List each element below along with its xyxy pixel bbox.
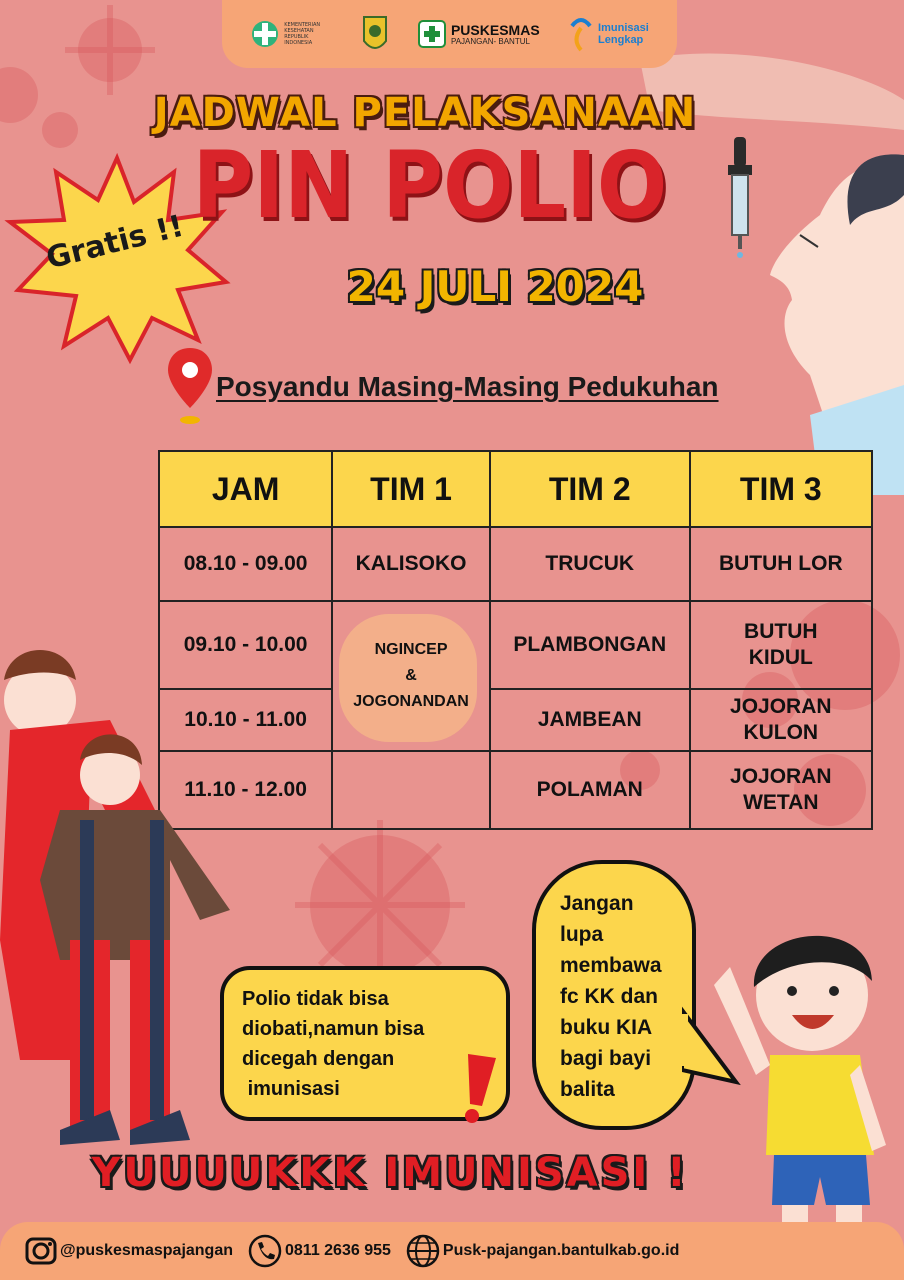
cell-tim3-line1: JOJORAN: [730, 765, 832, 788]
reminder-line: fc KK dan: [560, 985, 659, 1008]
phone-contact[interactable]: [247, 1233, 391, 1269]
puskesmas-title: PUSKESMAS: [450, 21, 540, 38]
reminder-line: lupa: [560, 923, 604, 946]
cell-tim1: [332, 751, 490, 829]
header-tim3: TIM 3: [690, 451, 872, 527]
logo-bar: [222, 0, 677, 68]
reminder-line: buku KIA: [560, 1016, 653, 1039]
reminder-line: membawa: [560, 954, 662, 977]
cell-tim3: [690, 689, 872, 751]
title-line1: JADWAL PELAKSANAAN: [153, 90, 697, 136]
merged-tim1-line1: NGINCEP: [374, 641, 448, 658]
exclamation-icon: [452, 1050, 502, 1126]
parent-and-polio-child-illustration: [0, 640, 250, 1170]
table-header-row: [159, 451, 872, 527]
instagram-contact[interactable]: [24, 1234, 233, 1268]
phone-number: 0811 2636 955: [285, 1242, 391, 1259]
kemenkes-text: KEMENTERIAN KESEHATAN REPUBLIK INDONESIA: [284, 22, 321, 46]
gratis-badge: Gratis !!: [42, 208, 188, 277]
table-row: [159, 689, 872, 751]
table-row: [159, 751, 872, 829]
table-row: [159, 527, 872, 601]
website-url: Pusk-pajangan.bantulkab.go.id: [442, 1242, 680, 1259]
polio-info-line1: Polio tidak bisa: [242, 988, 389, 1010]
merged-tim1-line3: JOGONANDAN: [353, 693, 469, 710]
cell-tim2: TRUCUK: [490, 527, 690, 601]
reminder-bubble: [532, 860, 696, 1130]
reminder-text: [560, 888, 690, 1105]
cell-tim3-line1: BUTUH: [744, 620, 818, 643]
bantul-regency-seal: [361, 13, 389, 55]
cell-tim3: [690, 751, 872, 829]
seal-icon: [361, 13, 389, 55]
reminder-line: Jangan: [560, 892, 634, 915]
globe-icon: [405, 1233, 441, 1269]
cell-tim3-line2: KIDUL: [748, 646, 813, 669]
instagram-handle: @puskesmaspajangan: [60, 1242, 233, 1259]
cell-time: 10.10 - 11.00: [159, 689, 332, 751]
kemenkes-icon: [250, 17, 280, 51]
polio-info-line2: diobati,namun bisa: [242, 1018, 425, 1040]
phone-icon: [247, 1233, 283, 1269]
puskesmas-logo: [417, 19, 540, 49]
puskesmas-icon: [417, 19, 447, 49]
website-contact[interactable]: [405, 1233, 679, 1269]
cell-tim3: [690, 601, 872, 689]
header-tim1: TIM 1: [332, 451, 490, 527]
child-receiving-drops-illustration: [700, 135, 904, 495]
location-pin-icon: [166, 344, 214, 428]
imunisasi-line2: Lengkap: [598, 34, 644, 46]
kemenkes-logo: [250, 17, 332, 51]
cell-tim1: KALISOKO: [332, 527, 490, 601]
location-text: Posyandu Masing-Masing Pedukuhan: [216, 371, 719, 402]
imunisasi-line1: Imunisasi: [598, 22, 649, 34]
cell-tim3: BUTUH LOR: [690, 527, 872, 601]
title-line2: PIN POLIO: [192, 132, 668, 239]
puskesmas-subtitle: PAJANGAN- BANTUL: [450, 36, 530, 46]
polio-info-line4: imunisasi: [247, 1078, 340, 1100]
schedule-table: [158, 450, 873, 830]
reminder-line: bagi bayi: [560, 1047, 652, 1070]
cell-tim2: JAMBEAN: [490, 689, 690, 751]
reminder-line: balita: [560, 1078, 615, 1101]
cell-time: 09.10 - 10.00: [159, 601, 332, 689]
header-tim2: TIM 2: [490, 451, 690, 527]
merged-tim1-line2: &: [405, 667, 417, 684]
polio-info-line3: dicegah dengan: [242, 1048, 395, 1070]
event-date: 24 JULI 2024: [346, 262, 644, 311]
cell-tim3-line1: JOJORAN: [730, 695, 832, 718]
footer-bar: [0, 1222, 904, 1280]
cell-tim3-line2: WETAN: [743, 791, 819, 814]
call-to-action: YUUUUKKK IMUNISASI !: [91, 1150, 689, 1196]
cell-time: 11.10 - 12.00: [159, 751, 332, 829]
imunisasi-icon: [568, 14, 594, 54]
header-jam: JAM: [159, 451, 332, 527]
cell-time: 08.10 - 09.00: [159, 527, 332, 601]
cell-tim2: POLAMAN: [490, 751, 690, 829]
polio-info-text: [242, 984, 472, 1104]
cell-tim2: PLAMBONGAN: [490, 601, 690, 689]
cell-tim1-merged: [332, 601, 490, 751]
imunisasi-lengkap-logo: [568, 14, 649, 54]
cell-tim3-line2: KULON: [743, 721, 819, 744]
merged-tim1-text: [333, 637, 489, 715]
table-row: [159, 601, 872, 689]
instagram-icon: [24, 1234, 58, 1268]
